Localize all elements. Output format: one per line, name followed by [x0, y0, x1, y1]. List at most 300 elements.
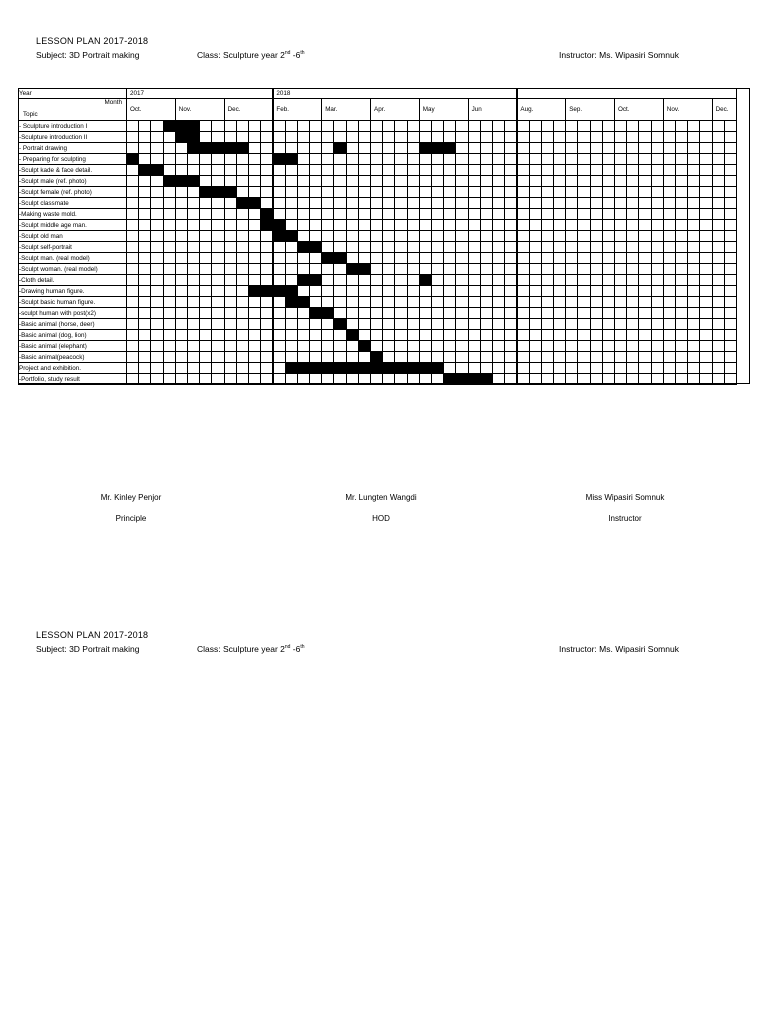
schedule-cell [225, 209, 237, 220]
schedule-cell [566, 319, 578, 330]
schedule-cell [334, 231, 346, 242]
schedule-cell [566, 275, 578, 286]
schedule-cell [334, 121, 346, 132]
schedule-cell [444, 264, 456, 275]
schedule-cell [127, 187, 139, 198]
schedule-cell [383, 352, 395, 363]
schedule-cell [347, 374, 359, 385]
schedule-cell [286, 308, 298, 319]
schedule-cell [676, 187, 688, 198]
schedule-cell [676, 143, 688, 154]
schedule-cell [310, 374, 322, 385]
schedule-cell [432, 242, 444, 253]
schedule-cell [371, 264, 383, 275]
schedule-cell [603, 264, 615, 275]
schedule-cell [517, 132, 529, 143]
schedule-cell [578, 374, 590, 385]
schedule-cell [615, 286, 627, 297]
schedule-cell [408, 143, 420, 154]
schedule-cell [725, 264, 737, 275]
schedule-cell [713, 330, 725, 341]
month-header-cell: May [420, 99, 469, 121]
schedule-cell [127, 220, 139, 231]
schedule-cell [334, 330, 346, 341]
schedule-cell [469, 154, 481, 165]
schedule-cell [725, 121, 737, 132]
schedule-cell [713, 242, 725, 253]
month-header-cell: Apr. [371, 99, 420, 121]
schedule-cell [566, 231, 578, 242]
schedule-cell [542, 308, 554, 319]
schedule-cell [444, 209, 456, 220]
schedule-cell [359, 275, 371, 286]
schedule-cell [713, 176, 725, 187]
schedule-cell [395, 154, 407, 165]
schedule-cell [566, 330, 578, 341]
schedule-cell [237, 121, 249, 132]
schedule-cell [713, 209, 725, 220]
schedule-cell [713, 165, 725, 176]
schedule-cell [566, 352, 578, 363]
schedule-cell [542, 198, 554, 209]
schedule-cell [530, 363, 542, 374]
schedule-cell [273, 143, 285, 154]
schedule-cell [554, 154, 566, 165]
schedule-cell [151, 286, 163, 297]
schedule-cell [249, 132, 261, 143]
schedule-cell [469, 264, 481, 275]
schedule-cell [371, 297, 383, 308]
schedule-cell [444, 220, 456, 231]
schedule-cell [444, 165, 456, 176]
schedule-cell [237, 209, 249, 220]
schedule-cell [273, 330, 285, 341]
schedule-cell [188, 374, 200, 385]
schedule-cell [725, 363, 737, 374]
schedule-cell [652, 154, 664, 165]
schedule-cell [371, 165, 383, 176]
month-header-cell: Oct. [615, 99, 664, 121]
schedule-cell [517, 220, 529, 231]
schedule-cell [347, 209, 359, 220]
schedule-cell [542, 121, 554, 132]
schedule-cell [176, 319, 188, 330]
schedule-cell [151, 319, 163, 330]
schedule-cell [188, 275, 200, 286]
schedule-cell [603, 253, 615, 264]
schedule-cell [225, 198, 237, 209]
schedule-cell [591, 132, 603, 143]
schedule-cell [420, 187, 432, 198]
schedule-cell [725, 154, 737, 165]
schedule-cell [200, 209, 212, 220]
schedule-cell [700, 242, 712, 253]
schedule-cell [249, 242, 261, 253]
schedule-cell [237, 374, 249, 385]
month-header-cell: Oct. [127, 99, 176, 121]
schedule-cell [310, 187, 322, 198]
schedule-cell [676, 231, 688, 242]
schedule-cell [176, 341, 188, 352]
schedule-cell [542, 165, 554, 176]
schedule-cell [164, 286, 176, 297]
schedule-cell [310, 341, 322, 352]
schedule-cell [713, 121, 725, 132]
scheduled-block [273, 231, 297, 242]
schedule-cell [517, 341, 529, 352]
schedule-cell [591, 374, 603, 385]
schedule-cell [566, 341, 578, 352]
schedule-cell [127, 297, 139, 308]
schedule-cell [530, 319, 542, 330]
schedule-cell [395, 297, 407, 308]
schedule-cell [395, 374, 407, 385]
schedule-cell [639, 198, 651, 209]
schedule-cell [151, 132, 163, 143]
schedule-cell [481, 341, 493, 352]
schedule-cell [627, 176, 639, 187]
schedule-cell [200, 275, 212, 286]
schedule-cell [432, 319, 444, 330]
topic-cell: -Sculpt female (ref. photo) [18, 187, 127, 198]
schedule-cell [310, 264, 322, 275]
schedule-cell [530, 286, 542, 297]
schedule-cell [188, 220, 200, 231]
schedule-cell [725, 341, 737, 352]
schedule-cell [151, 308, 163, 319]
schedule-cell [395, 352, 407, 363]
schedule-cell [298, 165, 310, 176]
schedule-cell [481, 143, 493, 154]
schedule-cell [639, 154, 651, 165]
schedule-cell [554, 275, 566, 286]
schedule-cell [310, 297, 322, 308]
schedule-cell [517, 231, 529, 242]
schedule-cell [151, 187, 163, 198]
schedule-cell [542, 209, 554, 220]
schedule-cell [151, 275, 163, 286]
schedule-cell [676, 165, 688, 176]
schedule-cell [359, 165, 371, 176]
schedule-cell [676, 286, 688, 297]
schedule-cell [591, 187, 603, 198]
schedule-cell [286, 132, 298, 143]
schedule-cell [517, 374, 529, 385]
schedule-cell [615, 352, 627, 363]
schedule-cell [408, 231, 420, 242]
schedule-cell [371, 198, 383, 209]
schedule-cell [225, 319, 237, 330]
schedule-cell [188, 187, 200, 198]
schedule-cell [591, 165, 603, 176]
schedule-cell [408, 330, 420, 341]
schedule-cell [347, 352, 359, 363]
schedule-cell [347, 154, 359, 165]
schedule-cell [652, 231, 664, 242]
schedule-cell [298, 231, 310, 242]
schedule-cell [322, 319, 334, 330]
schedule-cell [310, 121, 322, 132]
schedule-cell [359, 330, 371, 341]
schedule-cell [237, 154, 249, 165]
schedule-cell [420, 198, 432, 209]
schedule-cell [652, 132, 664, 143]
schedule-cell [676, 154, 688, 165]
schedule-cell [688, 319, 700, 330]
schedule-cell [371, 275, 383, 286]
subject-label: Subject: 3D Portrait making [36, 50, 140, 60]
schedule-cell [627, 330, 639, 341]
schedule-cell [542, 264, 554, 275]
schedule-cell [493, 209, 505, 220]
schedule-cell [359, 132, 371, 143]
schedule-cell [578, 275, 590, 286]
schedule-cell [530, 308, 542, 319]
schedule-cell [578, 352, 590, 363]
schedule-cell [493, 275, 505, 286]
schedule-cell [578, 198, 590, 209]
schedule-cell [700, 209, 712, 220]
schedule-cell [237, 132, 249, 143]
schedule-cell [347, 308, 359, 319]
schedule-cell [578, 132, 590, 143]
schedule-cell [700, 154, 712, 165]
schedule-cell [444, 330, 456, 341]
schedule-cell [517, 198, 529, 209]
schedule-cell [566, 187, 578, 198]
schedule-cell [700, 253, 712, 264]
schedule-cell [383, 198, 395, 209]
schedule-cell [432, 154, 444, 165]
schedule-cell [273, 341, 285, 352]
schedule-cell [639, 176, 651, 187]
schedule-cell [395, 264, 407, 275]
schedule-cell [713, 286, 725, 297]
schedule-cell [200, 374, 212, 385]
schedule-cell [456, 209, 468, 220]
schedule-cell [273, 308, 285, 319]
schedule-cell [188, 341, 200, 352]
schedule-cell [578, 143, 590, 154]
schedule-cell [456, 253, 468, 264]
schedule-cell [322, 374, 334, 385]
schedule-cell [273, 363, 285, 374]
schedule-cell [456, 154, 468, 165]
topic-cell: -Sculpt male (ref. photo) [18, 176, 127, 187]
schedule-cell [566, 121, 578, 132]
schedule-cell [517, 143, 529, 154]
schedule-cell [664, 330, 676, 341]
schedule-cell [225, 242, 237, 253]
schedule-cell [725, 231, 737, 242]
schedule-cell [444, 253, 456, 264]
schedule-cell [225, 154, 237, 165]
schedule-cell [164, 341, 176, 352]
schedule-cell [225, 231, 237, 242]
schedule-cell [139, 154, 151, 165]
schedule-cell [347, 286, 359, 297]
schedule-cell [225, 352, 237, 363]
schedule-cell [530, 198, 542, 209]
schedule-cell [481, 242, 493, 253]
schedule-cell [664, 198, 676, 209]
schedule-cell [298, 154, 310, 165]
schedule-cell [713, 319, 725, 330]
schedule-cell [334, 297, 346, 308]
schedule-cell [176, 264, 188, 275]
scheduled-block [334, 319, 346, 330]
topic-cell: -Basic animal (horse, deer) [18, 319, 127, 330]
schedule-cell [713, 341, 725, 352]
schedule-cell [298, 286, 310, 297]
schedule-cell [591, 242, 603, 253]
schedule-cell [212, 132, 224, 143]
schedule-cell [688, 209, 700, 220]
schedule-cell [127, 330, 139, 341]
schedule-cell [432, 341, 444, 352]
schedule-cell [444, 132, 456, 143]
month-header-cell: Sep. [566, 99, 615, 121]
schedule-cell [334, 352, 346, 363]
page-title: LESSON PLAN 2017-2018 [36, 36, 149, 46]
schedule-cell [664, 275, 676, 286]
schedule-cell [542, 231, 554, 242]
schedule-cell [725, 143, 737, 154]
schedule-cell [652, 352, 664, 363]
schedule-cell [286, 275, 298, 286]
schedule-cell [359, 209, 371, 220]
schedule-cell [542, 319, 554, 330]
schedule-cell [249, 154, 261, 165]
schedule-cell [456, 352, 468, 363]
schedule-cell [603, 176, 615, 187]
schedule-cell [578, 253, 590, 264]
schedule-cell [334, 198, 346, 209]
schedule-cell [493, 341, 505, 352]
schedule-cell [395, 253, 407, 264]
schedule-cell [359, 297, 371, 308]
schedule-cell [676, 220, 688, 231]
schedule-cell [322, 154, 334, 165]
schedule-cell [432, 121, 444, 132]
schedule-cell [615, 330, 627, 341]
schedule-cell [664, 319, 676, 330]
schedule-cell [627, 341, 639, 352]
schedule-cell [188, 231, 200, 242]
schedule-cell [408, 352, 420, 363]
schedule-cell [383, 253, 395, 264]
schedule-cell [151, 209, 163, 220]
schedule-cell [420, 242, 432, 253]
schedule-cell [383, 187, 395, 198]
schedule-cell [481, 264, 493, 275]
schedule-cell [554, 374, 566, 385]
schedule-cell [420, 176, 432, 187]
schedule-cell [725, 253, 737, 264]
schedule-cell [432, 264, 444, 275]
schedule-cell [164, 374, 176, 385]
schedule-cell [627, 286, 639, 297]
schedule-cell [249, 220, 261, 231]
schedule-cell [212, 330, 224, 341]
schedule-cell [688, 297, 700, 308]
schedule-cell [408, 209, 420, 220]
schedule-cell [249, 330, 261, 341]
schedule-cell [493, 154, 505, 165]
schedule-cell [322, 352, 334, 363]
schedule-cell [164, 319, 176, 330]
schedule-cell [469, 220, 481, 231]
schedule-cell [408, 319, 420, 330]
schedule-cell [225, 363, 237, 374]
topic-cell: - Portrait drawing [18, 143, 127, 154]
schedule-cell [176, 253, 188, 264]
schedule-cell [517, 187, 529, 198]
schedule-cell [603, 363, 615, 374]
schedule-cell [432, 374, 444, 385]
schedule-cell [688, 121, 700, 132]
schedule-cell [432, 352, 444, 363]
schedule-cell [700, 297, 712, 308]
month-header-cell: Aug. [517, 99, 566, 121]
topic-cell: -Sculpt middle age man. [18, 220, 127, 231]
schedule-cell [700, 187, 712, 198]
schedule-cell [603, 275, 615, 286]
schedule-cell [652, 264, 664, 275]
scheduled-block [127, 154, 139, 165]
signature-instructor-name: Miss Wipasiri Somnuk [585, 493, 665, 502]
schedule-cell [249, 264, 261, 275]
schedule-cell [456, 242, 468, 253]
schedule-cell [676, 253, 688, 264]
schedule-cell [688, 330, 700, 341]
schedule-cell [310, 231, 322, 242]
schedule-cell [286, 319, 298, 330]
schedule-cell [395, 187, 407, 198]
schedule-cell [444, 297, 456, 308]
topic-cell: -Sculpt kade & face detail. [18, 165, 127, 176]
schedule-cell [310, 132, 322, 143]
schedule-cell [627, 308, 639, 319]
scheduled-block [310, 308, 334, 319]
schedule-cell [249, 319, 261, 330]
schedule-cell [212, 264, 224, 275]
schedule-cell [310, 330, 322, 341]
schedule-cell [700, 363, 712, 374]
scheduled-block [200, 187, 237, 198]
schedule-cell [432, 165, 444, 176]
schedule-cell [554, 352, 566, 363]
scheduled-block [371, 352, 383, 363]
schedule-cell [188, 308, 200, 319]
schedule-cell [481, 220, 493, 231]
schedule-cell [347, 132, 359, 143]
schedule-cell [603, 121, 615, 132]
schedule-cell [151, 143, 163, 154]
schedule-cell [725, 319, 737, 330]
schedule-cell [725, 165, 737, 176]
schedule-cell [139, 242, 151, 253]
schedule-cell [432, 209, 444, 220]
schedule-cell [566, 297, 578, 308]
schedule-cell [249, 176, 261, 187]
schedule-cell [639, 132, 651, 143]
signature-principal-name: Mr. Kinley Penjor [100, 493, 162, 502]
schedule-cell [420, 165, 432, 176]
schedule-cell [444, 275, 456, 286]
schedule-cell [200, 121, 212, 132]
schedule-cell [542, 341, 554, 352]
